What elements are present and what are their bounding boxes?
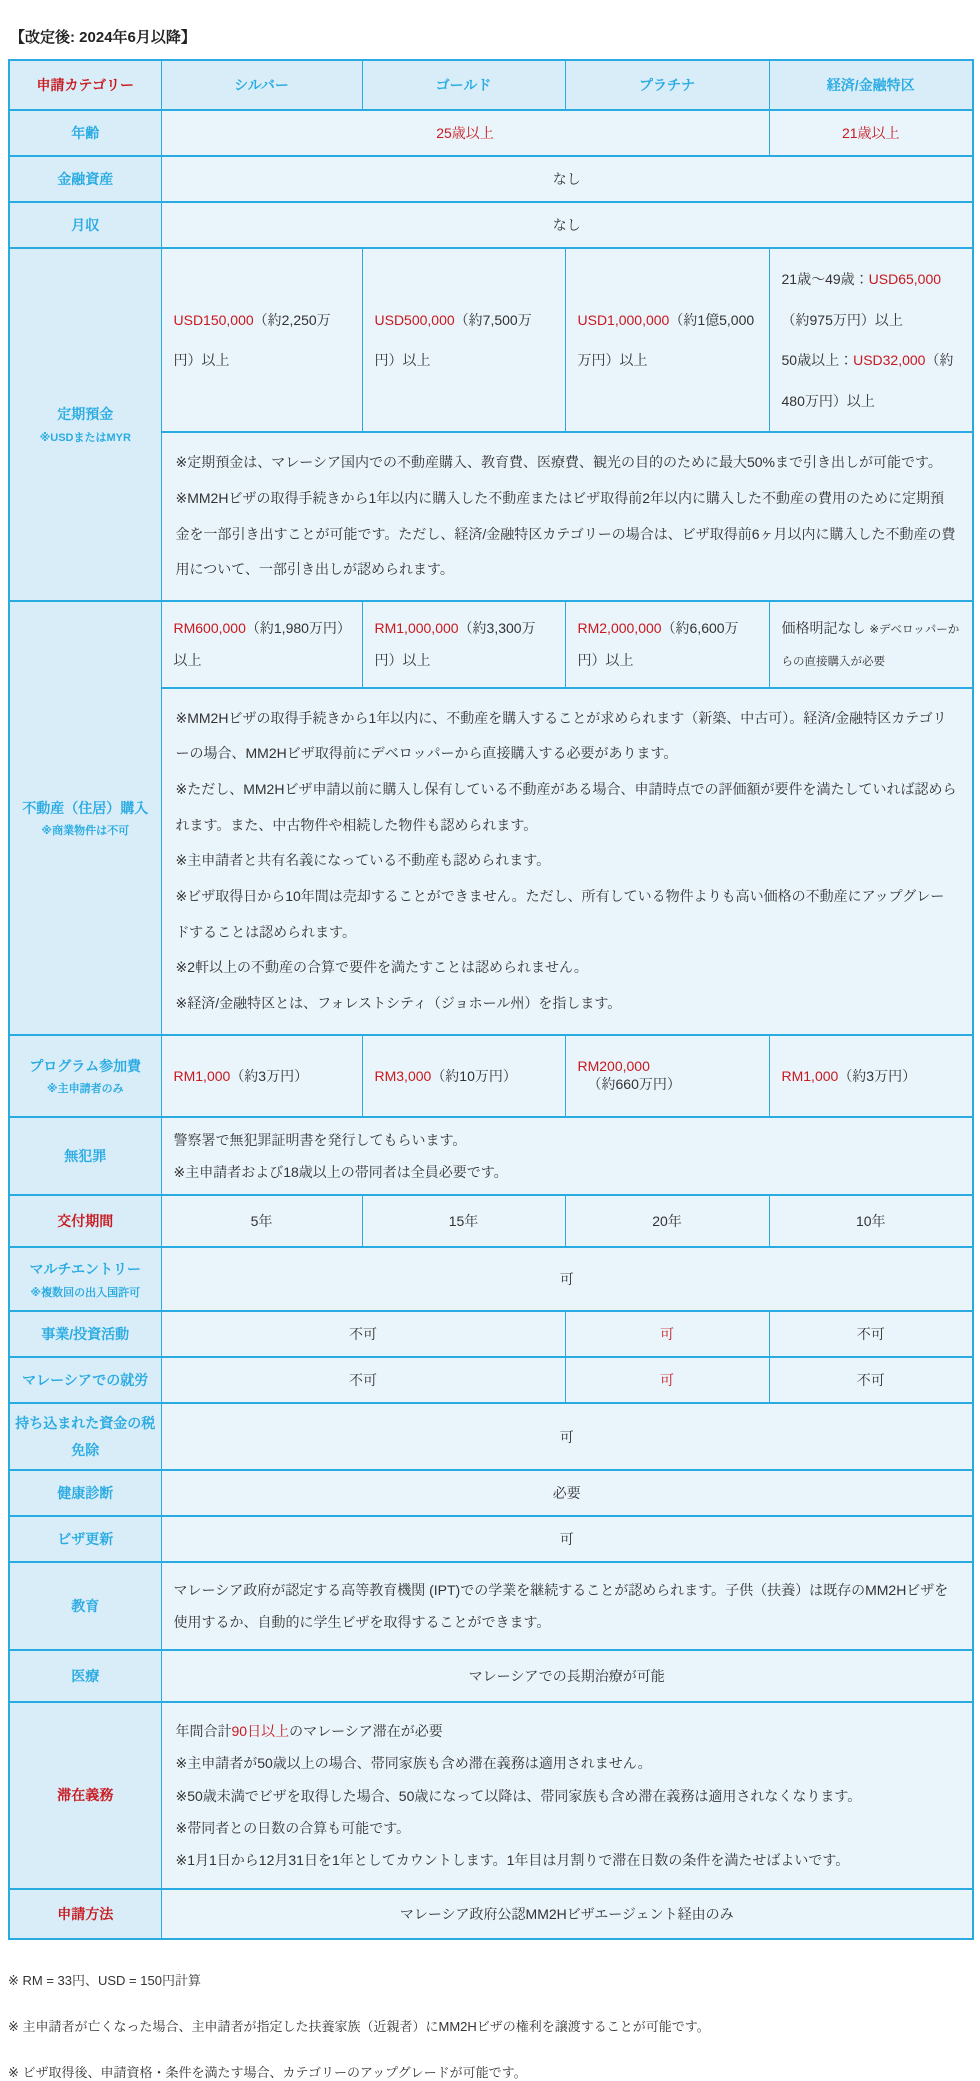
program-fee-sez: RM1,000（約3万円） bbox=[769, 1035, 973, 1117]
multiple-entry-value: 可 bbox=[161, 1247, 973, 1311]
fixed-deposit-gold: USD500,000（約7,500万円）以上 bbox=[362, 248, 565, 432]
row-visa-renewal bbox=[9, 1516, 973, 1562]
program-fee-label: プログラム参加費 bbox=[29, 1057, 142, 1074]
program-fee-gold: RM3,000（約10万円） bbox=[362, 1035, 565, 1117]
row-label-stay-requirement: 滞在義務 bbox=[9, 1702, 161, 1889]
row-property-values bbox=[9, 601, 973, 687]
row-application-method bbox=[9, 1889, 973, 1939]
row-business bbox=[9, 1311, 973, 1357]
criminal-record-value: 警察署で無犯罪証明書を発行してもらいます。 ※主申請者および18歳以上の帯同者は全員必要です。 bbox=[161, 1117, 973, 1195]
business-sez: 不可 bbox=[769, 1311, 973, 1357]
business-silver-gold: 不可 bbox=[161, 1311, 565, 1357]
age-main-value: 25歳以上 bbox=[161, 110, 769, 156]
row-label-tax-exemption: 持ち込まれた資金の税免除 bbox=[9, 1403, 161, 1470]
tax-exemption-value: 可 bbox=[161, 1403, 973, 1470]
header-category: 申請カテゴリー bbox=[9, 60, 161, 110]
program-fee-platinum: RM200,000 （約660万円） bbox=[565, 1035, 769, 1117]
property-notes: ※MM2Hビザの取得手続きから1年以内に、不動産を購入することが求められます（新築、中古可）。経済/金融特区カテゴリーの場合、MM2Hビザ取得前にデベロッパーから直接購入する必要があります。 ※ただし、MM2Hビザ申請以前に購入し保有している不動産がある場合、申請時点での評価額が要件を満たしていれば認められます。また、中古物件や相続した物件も認められます。 ※主申請者と共有名義になっている不動産も認められます。 ※ビザ取得日から10年間は売却することができません。ただし、所有している物件よりも高い価格の不動産にアップグレードすることは認められます。 ※2軒以上の不動産の合算で要件を満たすことは認められません。 ※経済/金融特区とは、フォレストシティ（ジョホール州）を指します。 bbox=[161, 688, 973, 1035]
work-platinum: 可 bbox=[565, 1357, 769, 1403]
fixed-deposit-sublabel: ※USDまたはMYR bbox=[39, 432, 131, 445]
stay-requirement-value: 年間合計90日以上のマレーシア滞在が必要 ※主申請者が50歳以上の場合、帯同家族も含め滞在義務は適用されません。 ※50歳未満でビザを取得した場合、50歳になって以降は、帯同家族も含め滞在義務は適用されなくなります。 ※帯同者との日数の合算も可能です。 ※1月1日から12月31日を1年としてカウントします。1年目は月割りで滞在日数の条件を満たせばよいです。 bbox=[161, 1702, 973, 1889]
table-header-row bbox=[9, 60, 973, 110]
row-label-criminal-record: 無犯罪 bbox=[9, 1117, 161, 1195]
mm2h-comparison-table bbox=[8, 59, 974, 1940]
row-fixed-deposit-values bbox=[9, 248, 973, 432]
multiple-entry-label: マルチエントリー bbox=[29, 1260, 141, 1277]
row-label-education: 教育 bbox=[9, 1562, 161, 1650]
row-education bbox=[9, 1562, 973, 1650]
row-label-property bbox=[9, 601, 161, 1035]
footnote-transfer: ※ 主申請者が亡くなった場合、主申請者が指定した扶養家族（近親者）にMM2Hビザの権利を譲渡することが可能です。 bbox=[8, 2019, 710, 2035]
row-label-age: 年齢 bbox=[9, 110, 161, 156]
row-program-fee bbox=[9, 1035, 973, 1117]
property-silver: RM600,000（約1,980万円）以上 bbox=[161, 601, 362, 687]
program-fee-silver: RM1,000（約3万円） bbox=[161, 1035, 362, 1117]
education-value: マレーシア政府が認定する高等教育機関 (IPT)での学業を継続することが認められます。子供（扶養）は既存のMM2Hビザを使用するか、自動的に学生ビザを取得することができます。 bbox=[161, 1562, 973, 1650]
row-label-visa-duration: 交付期間 bbox=[9, 1195, 161, 1247]
footnotes bbox=[8, 1970, 980, 2081]
row-medical bbox=[9, 1650, 973, 1702]
program-fee-sublabel: ※主申請者のみ bbox=[46, 1083, 124, 1096]
row-label-fixed-deposit bbox=[9, 248, 161, 601]
application-method-value: マレーシア政府公認MM2Hビザエージェント経由のみ bbox=[161, 1889, 973, 1939]
row-label-financial-assets: 金融資産 bbox=[9, 156, 161, 202]
row-criminal-record bbox=[9, 1117, 973, 1195]
row-financial-assets bbox=[9, 156, 973, 202]
row-stay-requirement bbox=[9, 1702, 973, 1889]
header-silver: シルバー bbox=[161, 60, 362, 110]
medical-value: マレーシアでの長期治療が可能 bbox=[161, 1650, 973, 1702]
row-visa-duration bbox=[9, 1195, 973, 1247]
age-sez-value: 21歳以上 bbox=[769, 110, 973, 156]
row-label-program-fee bbox=[9, 1035, 161, 1117]
row-tax-exemption bbox=[9, 1403, 973, 1470]
property-sez: 価格明記なし ※デベロッパーからの直接購入が必要 bbox=[769, 601, 973, 687]
footnote-exchange-rate: ※ RM = 33円、USD = 150円計算 bbox=[8, 1973, 201, 1989]
header-sez: 経済/金融特区 bbox=[769, 60, 973, 110]
row-label-visa-renewal: ビザ更新 bbox=[9, 1516, 161, 1562]
fixed-deposit-notes: ※定期預金は、マレーシア国内での不動産購入、教育費、医療費、観光の目的のために最大50%まで引き出しが可能です。 ※MM2Hビザの取得手続きから1年以内に購入した不動産またはビザ取得前2年以内に購入した不動産の費用のために定期預金を一部引き出すことが可能です。ただし、経済/金融特区カテゴリーの場合は、ビザ取得前6ヶ月以内に購入した不動産の費用について、一部引き出しが認められます。 bbox=[161, 432, 973, 601]
header-gold: ゴールド bbox=[362, 60, 565, 110]
footnote-upgrade: ※ ビザ取得後、申請資格・条件を満たす場合、カテゴリーのアップグレードが可能です。 bbox=[8, 2065, 527, 2081]
row-monthly-income bbox=[9, 202, 973, 248]
header-platinum: プラチナ bbox=[565, 60, 769, 110]
monthly-income-value: なし bbox=[161, 202, 973, 248]
work-silver-gold: 不可 bbox=[161, 1357, 565, 1403]
fixed-deposit-platinum: USD1,000,000（約1億5,000万円）以上 bbox=[565, 248, 769, 432]
multiple-entry-sublabel: ※複数回の出入国許可 bbox=[30, 1286, 141, 1299]
property-label: 不動産（住居）購入 bbox=[22, 799, 149, 816]
work-sez: 不可 bbox=[769, 1357, 973, 1403]
row-health-check bbox=[9, 1470, 973, 1516]
property-platinum: RM2,000,000（約6,600万円）以上 bbox=[565, 601, 769, 687]
property-sublabel: ※商業物件は不可 bbox=[41, 825, 130, 838]
visa-duration-gold: 15年 bbox=[362, 1195, 565, 1247]
business-platinum: 可 bbox=[565, 1311, 769, 1357]
row-work bbox=[9, 1357, 973, 1403]
page-title: 【改定後: 2024年6月以降】 bbox=[10, 29, 196, 46]
visa-duration-silver: 5年 bbox=[161, 1195, 362, 1247]
row-label-medical: 医療 bbox=[9, 1650, 161, 1702]
health-check-value: 必要 bbox=[161, 1470, 973, 1516]
row-age bbox=[9, 110, 973, 156]
visa-duration-sez: 10年 bbox=[769, 1195, 973, 1247]
financial-assets-value: なし bbox=[161, 156, 973, 202]
row-label-work: マレーシアでの就労 bbox=[9, 1357, 161, 1403]
row-multiple-entry bbox=[9, 1247, 973, 1311]
row-label-application-method: 申請方法 bbox=[9, 1889, 161, 1939]
fixed-deposit-sez: 21歳～49歳：USD65,000（約975万円）以上 50歳以上：USD32,000（約480万円）以上 bbox=[769, 248, 973, 432]
row-label-health-check: 健康診断 bbox=[9, 1470, 161, 1516]
row-label-business: 事業/投資活動 bbox=[9, 1311, 161, 1357]
fixed-deposit-silver: USD150,000（約2,250万円）以上 bbox=[161, 248, 362, 432]
visa-renewal-value: 可 bbox=[161, 1516, 973, 1562]
fixed-deposit-label: 定期預金 bbox=[57, 406, 114, 423]
row-label-multiple-entry bbox=[9, 1247, 161, 1311]
visa-duration-platinum: 20年 bbox=[565, 1195, 769, 1247]
property-gold: RM1,000,000（約3,300万円）以上 bbox=[362, 601, 565, 687]
row-label-monthly-income: 月収 bbox=[9, 202, 161, 248]
